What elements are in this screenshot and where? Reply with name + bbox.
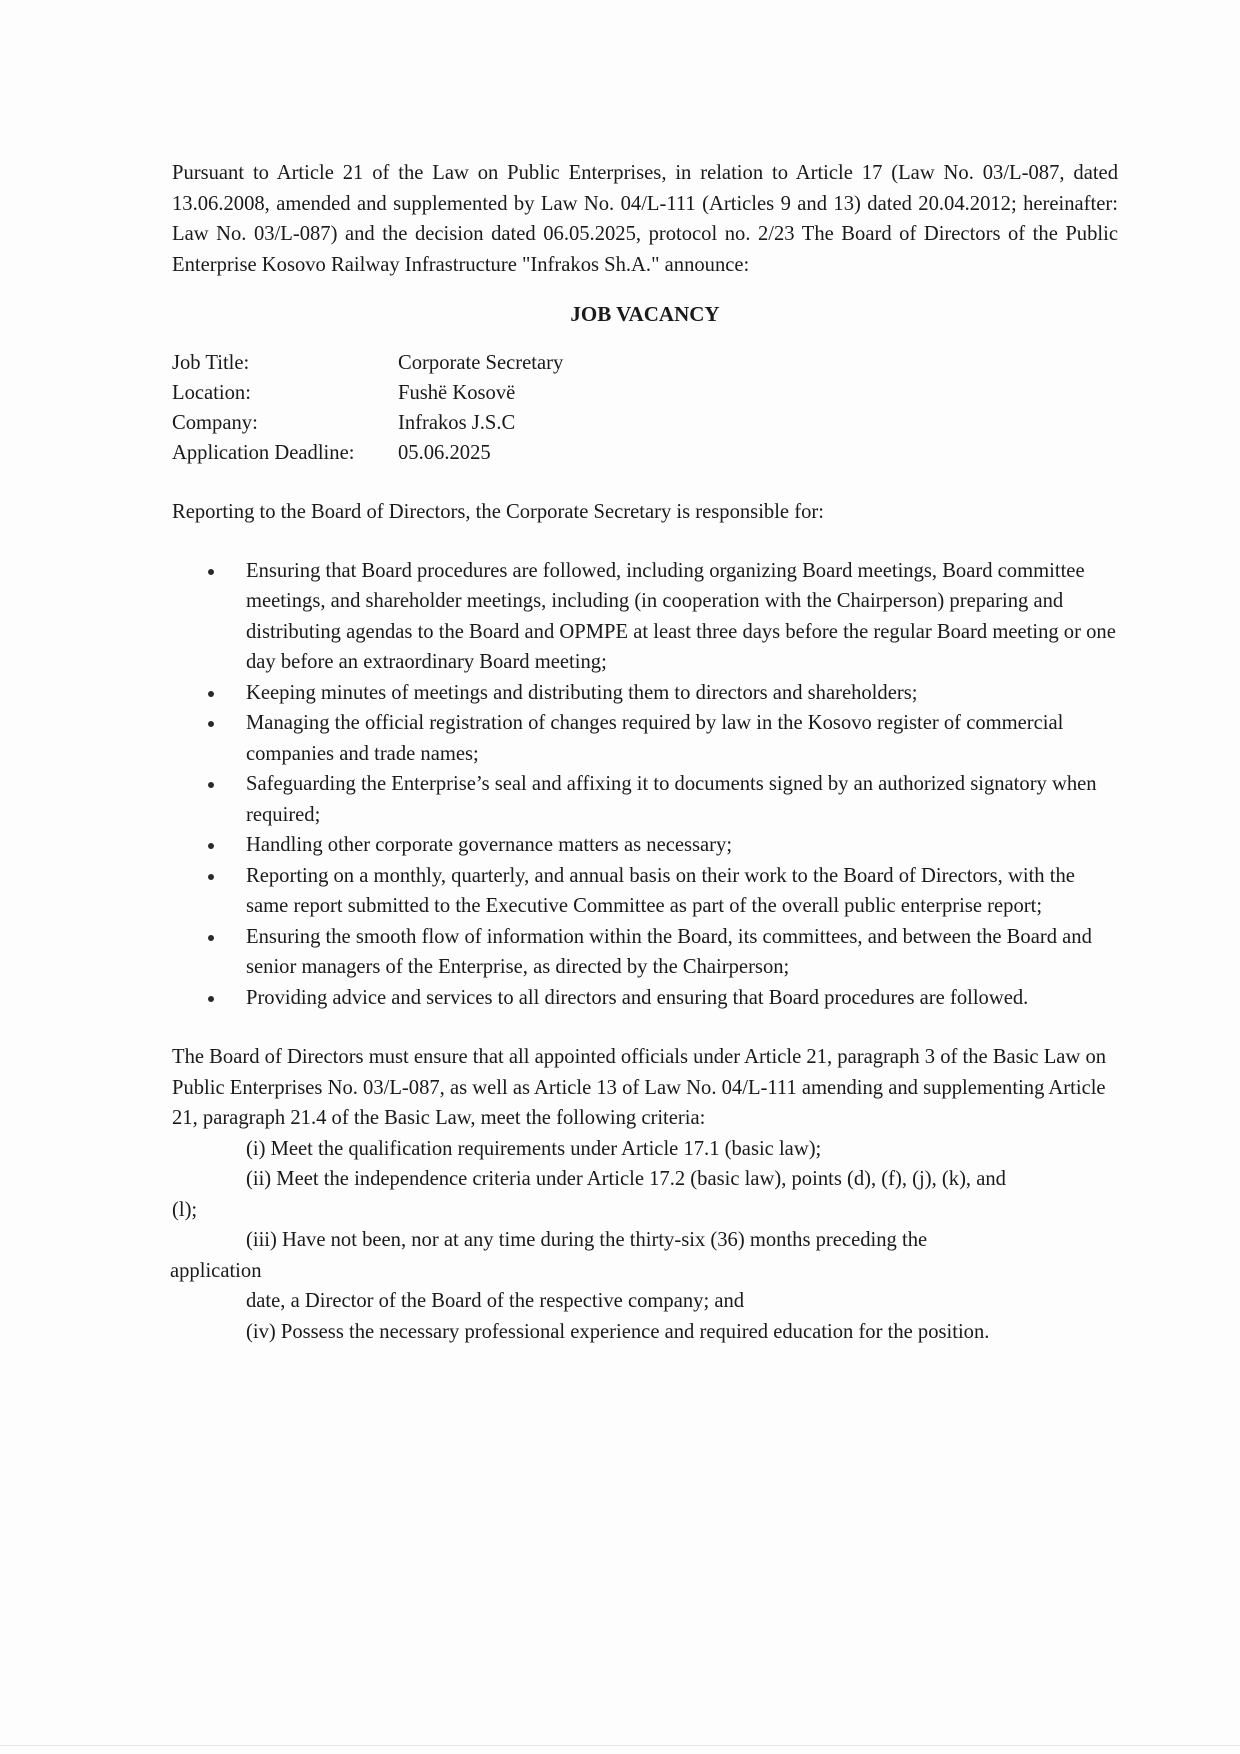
detail-value: Corporate Secretary [398, 352, 564, 374]
criterion-iii-end: date, a Director of the Board of the respective company; and [246, 1290, 745, 1312]
list-item: Managing the official registration of changes required by law in the Kosovo register of commercial companies and trade names; [246, 708, 1118, 769]
document-title: JOB VACANCY [570, 302, 720, 326]
detail-row-job-title [172, 348, 563, 378]
detail-value: Infrakos J.S.C [398, 412, 516, 434]
detail-row-company [172, 408, 563, 438]
responsibilities-lead: Reporting to the Board of Directors, the Corporate Secretary is responsible for: [172, 501, 824, 523]
criterion-ii-continued: (l); [172, 1198, 198, 1221]
criterion-iii-continued: application [170, 1259, 262, 1282]
criteria-list [172, 1134, 1118, 1348]
detail-label: Job Title: [172, 352, 250, 374]
criterion-iv: (iv) Possess the necessary professional experience and required education for the position. [246, 1320, 990, 1343]
criterion-ii: (ii) Meet the independence criteria under Article 17.2 (basic law), points (d), (f), (j), (k), and [246, 1168, 1006, 1190]
page-bottom-edge [0, 1745, 1240, 1746]
list-item: Reporting on a monthly, quarterly, and annual basis on their work to the Board of Directors, with the same report submitted to the Executive Committee as part of the overall public enterprise report; [246, 861, 1118, 922]
list-item: Keeping minutes of meetings and distributing them to directors and shareholders; [246, 678, 1118, 709]
detail-value: Fushë Kosovë [398, 382, 516, 404]
detail-label: Application Deadline: [172, 442, 355, 464]
list-item: Providing advice and services to all directors and ensuring that Board procedures are followed. [246, 983, 1118, 1014]
intro-paragraph: Pursuant to Article 21 of the Law on Public Enterprises, in relation to Article 17 (Law No. 03/L-087, dated 13.06.2008, amended and supplemented by Law No. 04/L-111 (Articles 9 and 13) dated 20.04.2012; hereinafter: Law No. 03/L-087) and the decision dated 06.05.2025, protocol no. 2/23 The Board of Directors of the Public Enterprise Kosovo Railway Infrastructure "Infrakos Sh.A." announce: [172, 162, 1118, 276]
detail-row-deadline [172, 438, 563, 468]
document-body [172, 158, 1118, 1347]
detail-label: Company: [172, 412, 258, 434]
detail-value: 05.06.2025 [398, 442, 491, 464]
list-item: Safeguarding the Enterprise’s seal and affixing it to documents signed by an authorized signatory when required; [246, 769, 1118, 830]
detail-label: Location: [172, 382, 251, 404]
responsibilities-list [172, 556, 1118, 1014]
detail-row-location [172, 378, 563, 408]
criterion-iii: (iii) Have not been, nor at any time during the thirty-six (36) months preceding the [246, 1229, 928, 1251]
list-item: Handling other corporate governance matters as necessary; [246, 830, 1118, 861]
criterion-i: (i) Meet the qualification requirements under Article 17.1 (basic law); [246, 1137, 822, 1160]
vacancy-details-table [172, 348, 563, 468]
list-item: Ensuring the smooth flow of information within the Board, its committees, and between the Board and senior managers of the Enterprise, as directed by the Chairperson; [246, 922, 1118, 983]
list-item: Ensuring that Board procedures are followed, including organizing Board meetings, Board committee meetings, and shareholder meetings, including (in cooperation with the Chairperson) preparing and distributing agendas to the Board and OPMPE at least three days before the regular Board meeting or one day before an extraordinary Board meeting; [246, 556, 1118, 678]
criteria-intro-paragraph: The Board of Directors must ensure that all appointed officials under Article 21, paragraph 3 of the Basic Law on Public Enterprises No. 03/L-087, as well as Article 13 of Law No. 04/L-111 amending and supplementing Article 21, paragraph 21.4 of the Basic Law, meet the following criteria: [172, 1046, 1107, 1129]
